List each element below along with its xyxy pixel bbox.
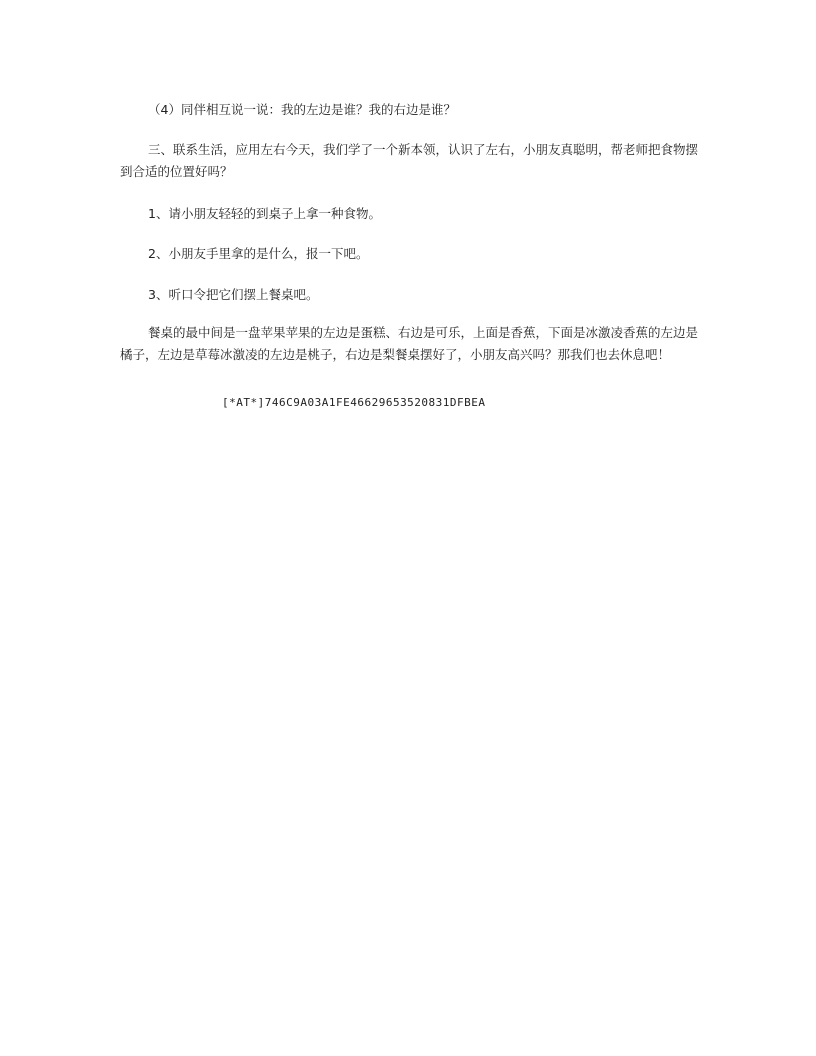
paragraph-section-three: 三、联系生活，应用左右今天，我们学了一个新本领，认识了左右，小朋友真聪明，帮老师把食物摆到合适的位置好吗？ xyxy=(120,142,699,179)
list-item-step-1: 1、请小朋友轻轻的到桌子上拿一种食物。 xyxy=(148,206,381,221)
list-item-step-3: 3、听口令把它们摆上餐桌吧。 xyxy=(148,287,319,302)
list-item-step-2: 2、小朋友手里拿的是什么，报一下吧。 xyxy=(148,246,369,261)
paragraph-peer-discussion: （4）同伴相互说一说：我的左边是谁？我的右边是谁？ xyxy=(148,102,456,117)
paragraph-dining-table: 餐桌的最中间是一盘苹果苹果的左边是蛋糕、右边是可乐，上面是香蕉，下面是冰激凌香蕉的左边是橘子，左边是草莓冰激凌的左边是桃子，右边是梨餐桌摆好了，小朋友高兴吗？那我们也去休息吧！ xyxy=(120,325,699,362)
document-footer-code: [*AT*]746C9A03A1FE46629653520831DFBEA xyxy=(222,396,486,409)
